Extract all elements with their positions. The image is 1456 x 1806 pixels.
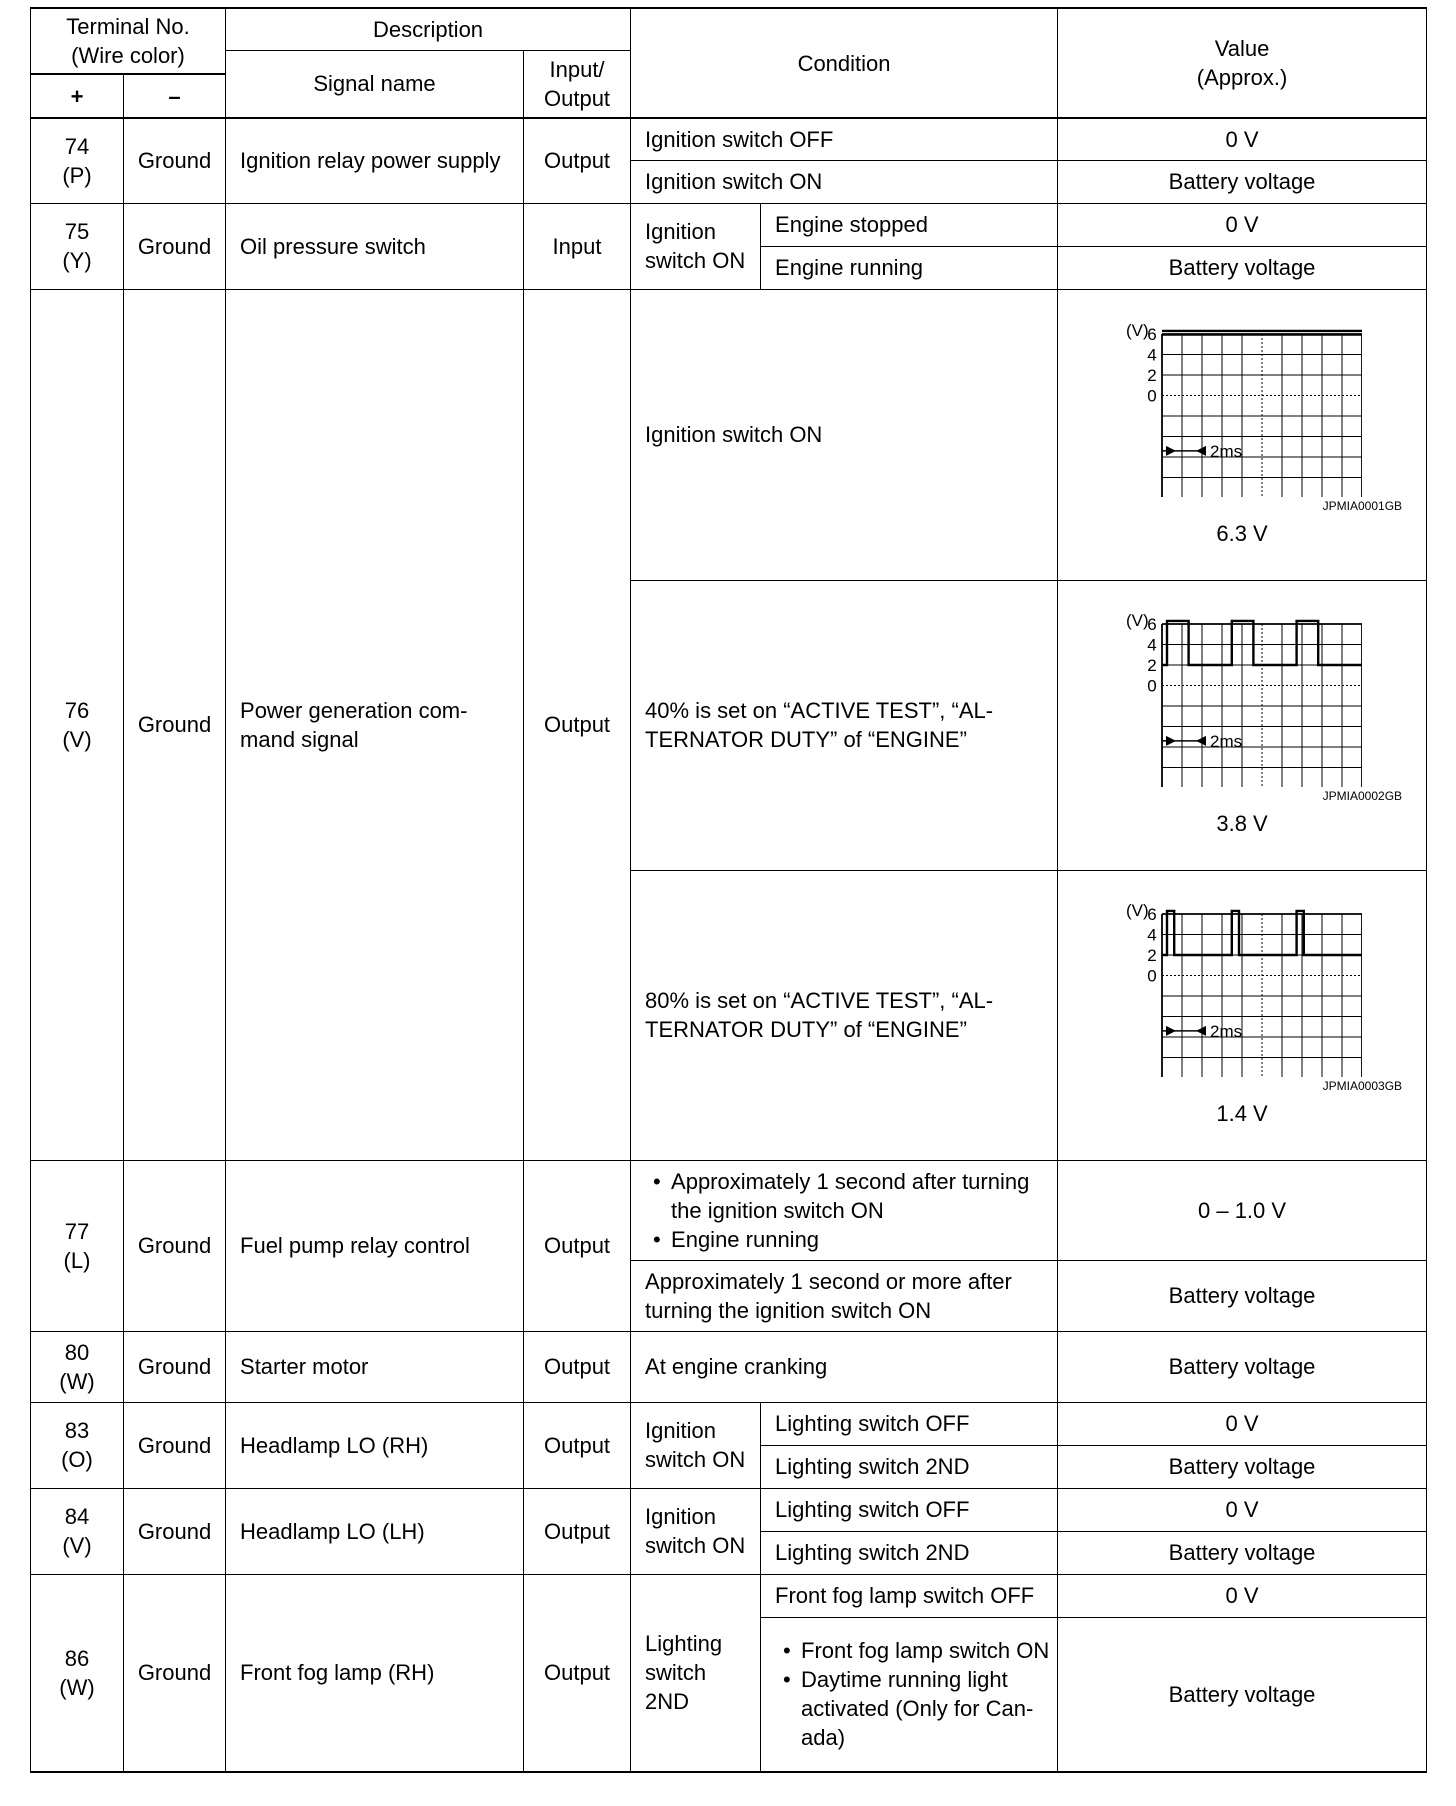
terminal-83-condition-off: Lighting switch OFF: [761, 1402, 1058, 1445]
waveform-tick-label: 6: [1147, 905, 1157, 924]
terminal-83-io: Output: [524, 1402, 631, 1488]
terminal-86-value-off: 0 V: [1058, 1574, 1427, 1617]
waveform-tick-label: 0: [1147, 966, 1157, 986]
terminal-75-value-stopped: 0 V: [1058, 203, 1427, 246]
terminal-84-condition-off: Lighting switch OFF: [761, 1488, 1058, 1531]
waveform-tick-label: 4: [1147, 345, 1157, 364]
time-scale-arrow-right: [1196, 445, 1206, 455]
terminal-74-condition-off: Ignition switch OFF: [631, 118, 1058, 160]
terminal-86-bullet-1: • Front fog lamp switch ON: [775, 1636, 1051, 1665]
header-description: Description: [226, 8, 631, 50]
terminal-86-signal: Front fog lamp (RH): [226, 1574, 524, 1772]
waveform-chart-1: [1122, 322, 1362, 497]
terminal-76-ground: Ground: [124, 289, 226, 1160]
waveform-value-2: 3.8 V: [1216, 811, 1268, 836]
waveform-tick-label: 0: [1147, 386, 1157, 405]
terminal-spec-table: [30, 7, 1427, 1773]
terminal-74: 74 (P): [31, 118, 124, 203]
terminal-84-condition-2nd: Lighting switch 2ND: [761, 1531, 1058, 1574]
time-scale-arrow-left: [1166, 445, 1176, 455]
terminal-83-signal: Headlamp LO (RH): [226, 1402, 524, 1488]
terminal-77-io: Output: [524, 1160, 631, 1331]
header-plus: +: [31, 74, 124, 118]
terminal-80-condition: At engine cranking: [631, 1331, 1058, 1402]
terminal-77-value-2: Battery voltage: [1058, 1260, 1427, 1331]
waveform-tick-label: 2: [1147, 365, 1157, 385]
terminal-80-ground: Ground: [124, 1331, 226, 1402]
waveform-tick-label: 4: [1147, 925, 1157, 945]
header-signal-name: Signal name: [226, 50, 524, 118]
terminal-77-value-1: 0 – 1.0 V: [1058, 1160, 1427, 1260]
terminal-76-value-waveform-3: [1058, 870, 1427, 1160]
terminal-84: 84 (V): [31, 1488, 124, 1574]
waveform-tick-label: 6: [1147, 324, 1157, 344]
waveform-unit-label: (V): [1126, 902, 1149, 920]
terminal-80-signal: Starter motor: [226, 1331, 524, 1402]
terminal-80-io: Output: [524, 1331, 631, 1402]
terminal-76-condition-80pct: 80% is set on “ACTIVE TEST”, “AL-TERNATOR DUTY” of “ENGINE”: [631, 870, 1058, 1160]
waveform-tick-label: 2: [1147, 946, 1157, 965]
terminal-84-value-off: 0 V: [1058, 1488, 1427, 1531]
terminal-83-value-off: 0 V: [1058, 1402, 1427, 1445]
terminal-84-io: Output: [524, 1488, 631, 1574]
figure-id-3: JPMIA0003GB: [1322, 1079, 1403, 1093]
time-scale-label: 2ms: [1210, 731, 1243, 751]
terminal-77-condition-bullets: [631, 1160, 1058, 1260]
terminal-77: 77 (L): [31, 1160, 124, 1331]
terminal-76: 76 (V): [31, 289, 124, 1160]
waveform-unit-label: (V): [1126, 612, 1149, 630]
terminal-76-value-waveform-2: [1058, 580, 1427, 870]
terminal-83-ground: Ground: [124, 1402, 226, 1488]
terminal-83-value-2nd: Battery voltage: [1058, 1445, 1427, 1488]
waveform-value-3: 1.4 V: [1216, 1101, 1268, 1126]
terminal-86-bullet-2: • Daytime running light activated (Only for Can-ada): [775, 1665, 1051, 1752]
terminal-75-signal: Oil pressure switch: [226, 203, 524, 289]
time-scale-label: 2ms: [1210, 441, 1243, 461]
terminal-75-condition-running: Engine running: [761, 246, 1058, 289]
time-scale-arrow-right: [1196, 1026, 1206, 1036]
terminal-77-bullet-2: • Engine running: [645, 1225, 1051, 1254]
terminal-80-value: Battery voltage: [1058, 1331, 1427, 1402]
waveform-chart-3: [1122, 902, 1362, 1077]
terminal-77-bullet-1: • Approximately 1 second after turning the ignition switch ON: [645, 1167, 1051, 1225]
terminal-77-ground: Ground: [124, 1160, 226, 1331]
terminal-76-value-waveform-1: [1058, 289, 1427, 580]
terminal-74-value-on: Battery voltage: [1058, 160, 1427, 203]
terminal-84-ground: Ground: [124, 1488, 226, 1574]
terminal-75-io: Input: [524, 203, 631, 289]
terminal-84-value-2nd: Battery voltage: [1058, 1531, 1427, 1574]
time-scale-arrow-left: [1166, 1026, 1176, 1036]
time-scale-arrow-right: [1196, 736, 1206, 746]
header-input-output: Input/ Output: [524, 50, 631, 118]
terminal-86-condition-main: Lighting switch 2ND: [631, 1574, 761, 1772]
terminal-86-ground: Ground: [124, 1574, 226, 1772]
terminal-76-condition-ign-on: Ignition switch ON: [631, 289, 1058, 580]
waveform-chart-2: [1122, 612, 1362, 787]
terminal-74-condition-on: Ignition switch ON: [631, 160, 1058, 203]
terminal-83-condition-2nd: Lighting switch 2ND: [761, 1445, 1058, 1488]
terminal-75-value-running: Battery voltage: [1058, 246, 1427, 289]
header-condition: Condition: [631, 8, 1058, 118]
terminal-77-condition-2: Approximately 1 second or more after turning the ignition switch ON: [631, 1260, 1058, 1331]
waveform-tick-label: 0: [1147, 676, 1157, 696]
terminal-75-ground: Ground: [124, 203, 226, 289]
terminal-75-condition-stopped: Engine stopped: [761, 203, 1058, 246]
terminal-86-condition-bullets: [761, 1617, 1058, 1772]
terminal-76-condition-40pct: 40% is set on “ACTIVE TEST”, “AL-TERNATOR DUTY” of “ENGINE”: [631, 580, 1058, 870]
waveform-trace: [1162, 621, 1362, 665]
terminal-74-io: Output: [524, 118, 631, 203]
header-terminal-no: Terminal No. (Wire color): [31, 8, 226, 74]
terminal-83-condition-main: Ignition switch ON: [631, 1402, 761, 1488]
terminal-80: 80 (W): [31, 1331, 124, 1402]
terminal-86: 86 (W): [31, 1574, 124, 1772]
waveform-value-1: 6.3 V: [1216, 520, 1268, 546]
waveform-tick-label: 4: [1147, 635, 1157, 655]
terminal-76-io: Output: [524, 289, 631, 1160]
figure-id-1: JPMIA0001GB: [1322, 498, 1403, 513]
waveform-trace: [1162, 911, 1362, 955]
terminal-75-condition-main: Ignition switch ON: [631, 203, 761, 289]
waveform-tick-label: 6: [1147, 615, 1157, 634]
terminal-86-value-2: Battery voltage: [1058, 1617, 1427, 1772]
header-value: Value (Approx.): [1058, 8, 1427, 118]
terminal-74-ground: Ground: [124, 118, 226, 203]
time-scale-arrow-left: [1166, 736, 1176, 746]
terminal-84-condition-main: Ignition switch ON: [631, 1488, 761, 1574]
terminal-75: 75 (Y): [31, 203, 124, 289]
terminal-76-signal: Power generation com-mand signal: [226, 289, 524, 1160]
figure-id-2: JPMIA0002GB: [1322, 789, 1403, 803]
header-minus: –: [124, 74, 226, 118]
terminal-77-signal: Fuel pump relay control: [226, 1160, 524, 1331]
terminal-86-io: Output: [524, 1574, 631, 1772]
terminal-74-value-off: 0 V: [1058, 118, 1427, 160]
waveform-unit-label: (V): [1126, 321, 1149, 340]
waveform-tick-label: 2: [1147, 656, 1157, 675]
terminal-86-condition-off: Front fog lamp switch OFF: [761, 1574, 1058, 1617]
terminal-74-signal: Ignition relay power supply: [226, 118, 524, 203]
time-scale-label: 2ms: [1210, 1021, 1243, 1041]
terminal-84-signal: Headlamp LO (LH): [226, 1488, 524, 1574]
terminal-83: 83 (O): [31, 1402, 124, 1488]
